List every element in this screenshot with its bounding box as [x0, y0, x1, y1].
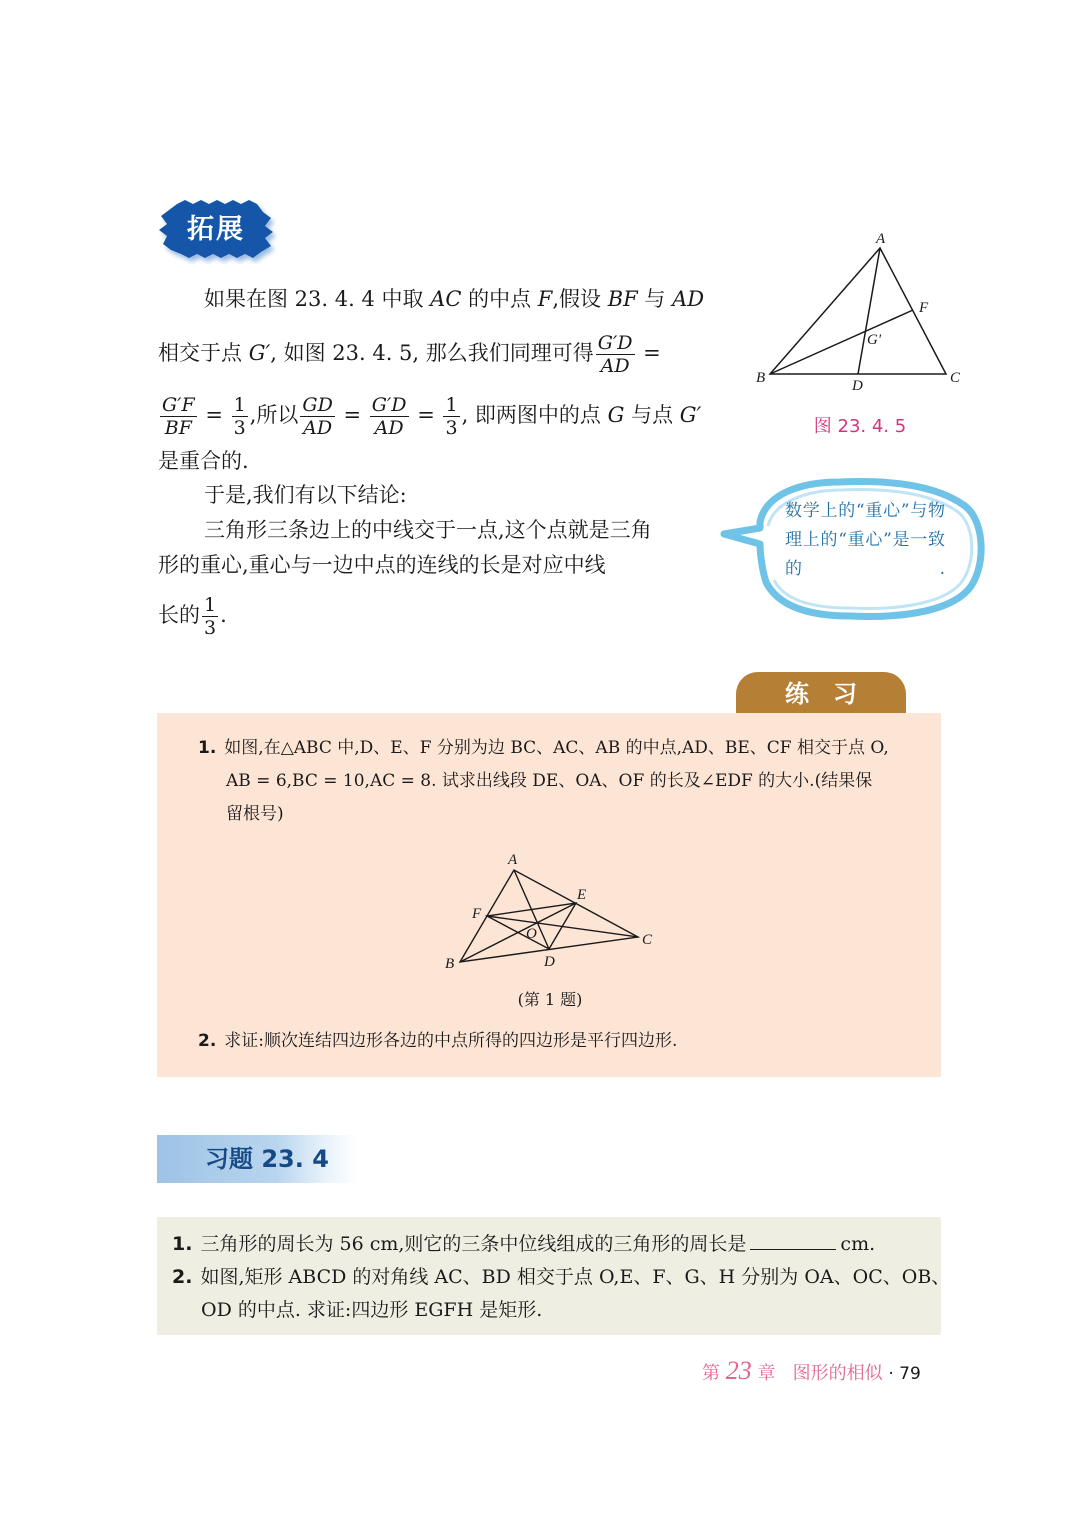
chapter-suffix: 章 — [757, 1363, 776, 1384]
label-f: F — [472, 906, 482, 922]
median-bf — [770, 310, 913, 374]
exercise-header-label: 习题 23. 4 — [205, 1145, 329, 1173]
label-b: B — [756, 370, 766, 386]
fraction: $\frac{G'D}{AD}$ — [597, 332, 633, 377]
practice-q1-line-1: 1. 如图,在△ABC 中,D、E、F 分别为边 BC、AC、AB 的中点,AD、BE、CF 相交于点 O, — [198, 738, 889, 758]
para-line-4: 是重合的. — [158, 449, 249, 473]
label-d: D — [544, 954, 555, 970]
label-a: A — [876, 231, 886, 247]
label-c: C — [950, 370, 961, 386]
page-number: · 79 — [888, 1364, 921, 1384]
median-ad — [858, 248, 880, 374]
expand-badge-label: 拓展 — [187, 214, 245, 245]
practice-q1-line-2: AB = 6,BC = 10,AC = 8. 试求出线段 DE、OA、OF 的长及∠EDF 的大小.(结果保 — [226, 771, 873, 791]
bubble-text: 数学上的“重心”与物理上的“重心”是一致的. — [785, 501, 945, 579]
chapter-title: 图形的相似 — [792, 1363, 883, 1384]
label-o: O — [526, 926, 537, 942]
figure-1-caption: (第 1 题) — [517, 990, 583, 1009]
practice-tab-label: 练习 — [785, 680, 881, 708]
exercise-q2-line-1: 2. 如图,矩形 ABCD 的对角线 AC、BD 相交于点 O,E、F、G、H 分别为 OA、OC、OB、 — [172, 1266, 951, 1288]
practice-q2: 2. 求证:顺次连结四边形各边的中点所得的四边形是平行四边形. — [198, 1031, 678, 1051]
para-line-6: 三角形三条边上的中线交于一点,这个点就是三角 — [204, 518, 652, 542]
para-line-8: 长的 $\frac{1}{3}$ . — [158, 594, 227, 639]
label-b: B — [445, 956, 455, 972]
figure-1 — [440, 850, 660, 975]
page-footer — [702, 1356, 921, 1392]
label-d: D — [852, 378, 863, 394]
chapter-prefix: 第 — [702, 1363, 720, 1384]
para-line-7: 形的重心,重心与一边中点的连线的长是对应中线 — [158, 553, 606, 577]
answer-blank[interactable] — [750, 1229, 836, 1250]
para-line-3: $\frac{G'F}{BF}$ = $\frac{1}{3}$ ,所以 $\frac{GD}{AD}$ = $\frac{G'D}{AD}$ = $\frac{1}{3}$ , 即两图中的点 G 与点 G′ — [162, 394, 702, 439]
figure-caption: 图 23. 4. 5 — [813, 416, 907, 437]
expand-badge — [155, 198, 277, 264]
label-c: C — [642, 932, 653, 948]
practice-tab — [736, 672, 906, 716]
exercise-q2-line-2: OD 的中点. 求证:四边形 EGFH 是矩形. — [201, 1299, 543, 1321]
label-a: A — [508, 852, 518, 868]
para-line-5: 于是,我们有以下结论: — [204, 483, 407, 507]
exercise-header — [157, 1135, 357, 1183]
para-line-2: 相交于点 G′, 如图 23. 4. 5, 那么我们同理可得 $\frac{G'D}{AD}$ = — [158, 332, 661, 377]
label-g-prime: G′ — [867, 332, 882, 348]
label-e: E — [577, 887, 587, 903]
exercise-q1: 1. 三角形的周长为 56 cm,则它的三条中位线组成的三角形的周长是 cm. — [172, 1228, 875, 1260]
para-line-1: 如果在图 23. 4. 4 中取 AC 的中点 F,假设 BF 与 AD — [204, 287, 705, 311]
figure-23-4-5 — [748, 228, 970, 398]
practice-q1-line-3: 留根号) — [226, 804, 284, 824]
label-f: F — [919, 300, 929, 316]
chapter-number: 23 — [725, 1356, 752, 1385]
